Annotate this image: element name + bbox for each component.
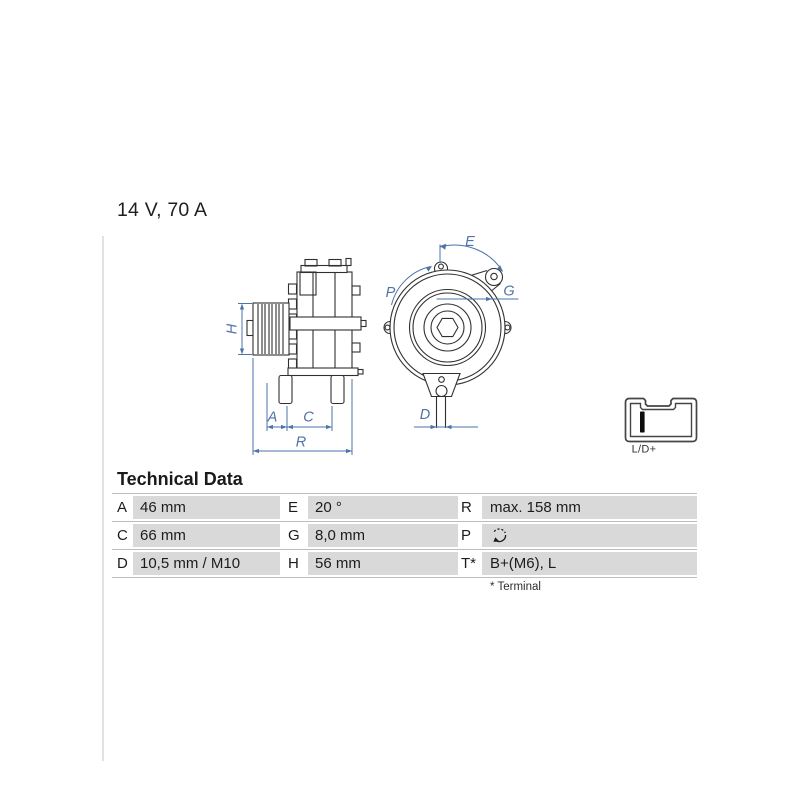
connector-terminal-label: L/D+: [631, 443, 657, 456]
table-row-2: [112, 524, 697, 547]
dim-label-d: D: [419, 407, 431, 423]
spec-label-p: P: [458, 524, 482, 547]
table-row-1: [112, 496, 697, 519]
alternator-diagram: [220, 228, 710, 463]
dim-label-h: H: [224, 323, 241, 335]
spec-value-r: max. 158 mm: [482, 496, 697, 519]
spec-value-h: 56 mm: [308, 552, 458, 575]
terminal-footnote: * Terminal: [490, 581, 541, 593]
table-border-mid-1: [112, 521, 697, 522]
dim-label-g: G: [503, 283, 515, 300]
page-edge-line: [102, 236, 104, 761]
table-row-3: [112, 552, 697, 575]
spec-label-c: C: [112, 524, 133, 547]
connector-pin: [640, 412, 645, 433]
spec-label-t: T*: [458, 552, 482, 575]
voltage-amperage-title: 14 V, 70 A: [117, 199, 208, 221]
dim-label-r: R: [295, 434, 307, 451]
technical-data-heading: Technical Data: [117, 469, 243, 489]
dim-label-a: A: [267, 409, 278, 426]
spec-value-t: B+(M6), L: [482, 552, 697, 575]
spec-label-g: G: [280, 524, 308, 547]
alternator-front-view: [384, 262, 511, 428]
spec-label-h: H: [280, 552, 308, 575]
spec-value-g: 8,0 mm: [308, 524, 458, 547]
technical-data-table: [112, 493, 697, 578]
dim-label-c: C: [303, 409, 314, 426]
spec-value-p: [482, 524, 697, 547]
dim-label-p: P: [385, 285, 396, 301]
rotation-direction-icon: [490, 526, 509, 545]
spec-label-d: D: [112, 552, 133, 575]
spec-label-r: R: [458, 496, 482, 519]
connector-plug-diagram: [626, 399, 697, 456]
spec-label-e: E: [280, 496, 308, 519]
dim-label-e: E: [465, 234, 475, 250]
alternator-side-view: [247, 259, 366, 404]
table-border-bottom: [112, 577, 697, 578]
spec-value-e: 20 °: [308, 496, 458, 519]
spec-label-a: A: [112, 496, 133, 519]
table-border-mid-2: [112, 549, 697, 550]
spec-value-d: 10,5 mm / M10: [133, 552, 280, 575]
spec-value-a: 46 mm: [133, 496, 280, 519]
table-border-top: [112, 493, 697, 494]
spec-value-c: 66 mm: [133, 524, 280, 547]
